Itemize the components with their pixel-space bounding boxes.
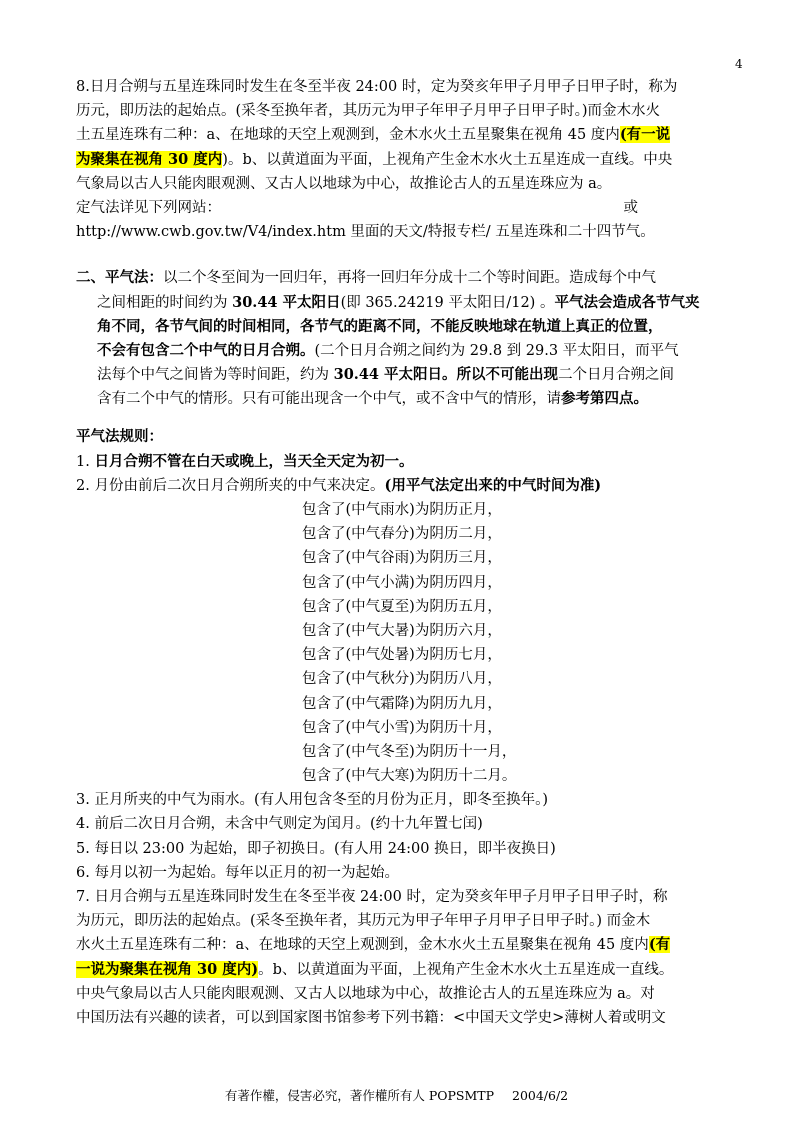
bold-text: 日月合朔不管在白天或晚上，当天全天定为初一。 <box>94 452 414 470</box>
text-run: 或 <box>623 199 638 216</box>
text-line <box>76 933 722 957</box>
text-line: 8.日月合朔与五星连珠同时发生在冬至半夜 24:00 时，定为癸亥年甲子月甲子日甲子时，称为 <box>76 79 678 95</box>
text-run: (二个日月合朔之间约为 29.8 到 29.3 平太阳日，而平气 <box>314 342 679 359</box>
text-run: 土五星连珠有二种：a、在地球的天空上观测到，金木水火土五星聚集在视角 45 度内 <box>76 127 620 144</box>
text-line <box>76 148 722 172</box>
text-line <box>76 266 722 290</box>
month-item: 包含了(中气冬至)为阴历十一月， <box>302 743 517 760</box>
month-item: 包含了(中气小满)为阴历四月， <box>302 574 502 591</box>
section-rules <box>76 425 722 1030</box>
text-line: 为历元，即历法的起始点。(采冬至换年者，其历元为甲子年甲子月甲子日甲子时。) 而金木 <box>76 913 651 930</box>
footer-date: 2004/6/2 <box>512 1088 569 1103</box>
month-item: 包含了(中气春分)为阴历二月， <box>302 526 502 543</box>
rule-item: 5. 每日以 23:00 为起始，即子初换日。(有人用 24:00 换日，即半夜换日) <box>76 840 556 857</box>
text-run: 法每个中气之间皆为等时间距，约为 <box>97 367 334 384</box>
copyright-notice: 有著作權，侵害必究，著作權所有人 POPSMTP <box>224 1088 494 1103</box>
month-item: 包含了(中气霜降)为阴历九月， <box>302 695 502 712</box>
rule-number: 1. <box>76 453 95 470</box>
month-item: 包含了(中气大寒)为阴历十二月。 <box>302 768 517 785</box>
text-line: 气象局以古人只能肉眼观测、又古人以地球为中心，故推论古人的五星连珠应为 a。 <box>76 175 612 192</box>
text-run: 2. 月份由前后二次日月合朔所夹的中气来决定。 <box>76 477 385 494</box>
month-item: 包含了(中气处暑)为阴历七月， <box>302 647 502 664</box>
document-body <box>76 75 722 1030</box>
text-line <box>76 196 722 220</box>
text-line <box>76 291 722 315</box>
month-item: 包含了(中气秋分)为阴历八月， <box>302 671 502 688</box>
text-line: 中国历法有兴趣的读者，可以到国家图书馆参考下列书籍：<中国天文学史>薄树人着或明文 <box>76 1009 666 1026</box>
section-heading: 二、平气法： <box>76 269 163 287</box>
text-line: 角不同，各节气间的时间相同，各节气的距离不同，不能反映地球在轨道上真正的位置， <box>97 317 663 335</box>
text-run: 二个日月合朔之间 <box>558 367 675 384</box>
text-line <box>76 339 722 363</box>
section-ping-qi-fa <box>76 266 722 411</box>
bold-text: (用平气法定出来的中气时间为准) <box>384 476 602 494</box>
rule-item: 7. 日月合朔与五星连珠同时发生在冬至半夜 24:00 时，定为癸亥年甲子月甲子日甲子时，称 <box>76 889 668 905</box>
text-run: (即 365.24219 平太阳日/12) 。 <box>340 294 555 311</box>
month-item: 包含了(中气雨水)为阴历正月， <box>302 502 502 518</box>
bold-text: 30.44 平太阳日 <box>232 293 341 311</box>
month-item: 包含了(中气谷雨)为阴历三月， <box>302 550 502 567</box>
month-list <box>76 498 722 788</box>
month-item: 包含了(中气大暑)为阴历六月， <box>302 622 502 639</box>
text-line <box>76 123 722 147</box>
page-footer <box>0 1086 793 1104</box>
text-line <box>76 958 722 982</box>
bold-text: 30.44 平太阳日。所以不可能出现 <box>333 366 559 384</box>
highlight-text: 一说为聚集在视角 30 度内) <box>76 960 259 978</box>
spacer <box>76 244 722 266</box>
text-run: 以二个冬至间为一回归年，再将一回归年分成十二个等时间距。造成每个中气 <box>163 270 656 287</box>
text-run: )。b、以黄道面为平面，上视角产生金木水火土五星连成一直线。中央 <box>222 151 673 168</box>
highlight-text: (有 <box>648 936 671 954</box>
spacer <box>76 411 722 425</box>
rule-item <box>76 450 722 474</box>
bold-text: 参考第四点。 <box>561 390 648 408</box>
url-line: http://www.cwb.gov.tw/V4/index.htm 里面的天文/特报专栏/ 五星连珠和二十四节气。 <box>76 224 655 241</box>
text-line <box>76 363 722 387</box>
text-run: 定气法详见下列网站： <box>76 199 221 216</box>
paragraph-8 <box>76 75 722 244</box>
text-run: 之间相距的时间约为 <box>97 294 233 311</box>
bold-text: 平气法会造成各节气夹 <box>554 293 700 311</box>
rule-item: 6. 每月以初一为起始。每年以正月的初一为起始。 <box>76 864 399 881</box>
rule-item <box>76 474 722 498</box>
highlight-text: (有一说 <box>619 126 671 144</box>
highlight-text: 为聚集在视角 30 度内 <box>76 150 223 168</box>
bold-text: 不会有包含二个中气的日月合朔。 <box>97 341 315 359</box>
page-number: 4 <box>735 57 743 71</box>
text-run: 水火土五星连珠有二种：a、在地球的天空上观测到，金木水火土五星聚集在视角 45 度内 <box>76 937 649 954</box>
text-line <box>76 387 722 411</box>
text-line: 历元，即历法的起始点。(采冬至换年者，其历元为甲子年甲子月甲子日甲子时。)而金木水火 <box>76 103 661 120</box>
month-item: 包含了(中气夏至)为阴历五月， <box>302 598 502 615</box>
text-run: 含有二个中气的情形。只有可能出现含一个中气，或不含中气的情形，请 <box>97 391 561 408</box>
rule-item: 4. 前后二次日月合朔，未含中气则定为闰月。(约十九年置七闰) <box>76 816 483 833</box>
rules-title: 平气法规则： <box>76 428 163 446</box>
text-run: 。b、以黄道面为平面，上视角产生金木水火土五星连成一直线。 <box>258 961 674 978</box>
month-item: 包含了(中气小雪)为阴历十月， <box>302 719 502 736</box>
text-line: 中央气象局以古人只能肉眼观测、又古人以地球为中心，故推论古人的五星连珠应为 a。对 <box>76 985 655 1002</box>
rule-item: 3. 正月所夹的中气为雨水。(有人用包含冬至的月份为正月，即冬至换年。) <box>76 792 549 809</box>
